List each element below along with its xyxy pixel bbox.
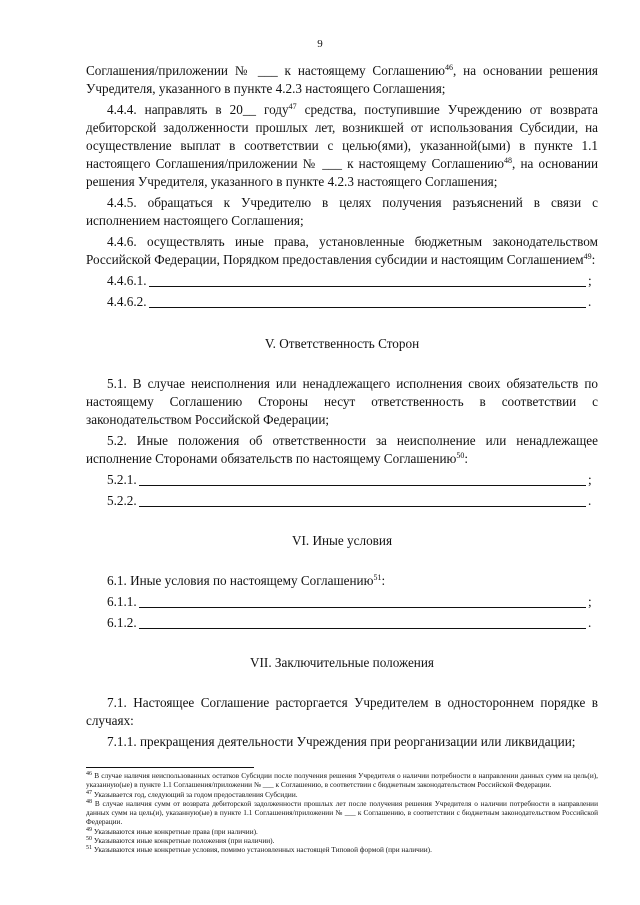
footnote: $^{50}$ Указываются иные конкретные положения (при наличии). <box>86 836 275 846</box>
footnote: $^{51}$ Указываются иные конкретные условия, помимо установленных настоящей Типовой формой (при наличии). <box>86 845 432 855</box>
paragraph-agreement-tail: Соглашения/приложении № ___ к настоящему Соглашению$^{46}$, на основании решения Учредителя, указанного в пункте 4.2.3 настоящего Соглашения; <box>86 63 598 96</box>
fill-line-4-4-6-2: 4.4.6.2. . <box>107 294 592 309</box>
page-number: 9 <box>317 38 323 50</box>
footnote: $^{47}$ Указывается год, следующий за годом предоставления Субсидии. <box>86 789 298 799</box>
paragraph-7-1: 7.1. Настоящее Соглашение расторгается Учредителем в одностороннем порядке в случаях: <box>86 695 598 728</box>
footnote: $^{49}$ Указываются иные конкретные права (при наличии). <box>86 826 258 836</box>
footnote-separator <box>86 767 254 768</box>
section-heading-v: V. Ответственность Сторон <box>264 336 420 351</box>
paragraph-7-1-1: 7.1.1. прекращения деятельности Учреждения при реорганизации или ликвидации; <box>107 734 576 749</box>
fill-line-5-2-1: 5.2.1. ; <box>107 472 592 487</box>
section-heading-vii: VII. Заключительные положения <box>250 655 434 670</box>
fill-line-6-1-2: 6.1.2. . <box>107 615 592 630</box>
footnote: $^{46}$ В случае наличия неиспользованных остатков Субсидии после получения решения Учредителя о наличии потребности в направлении данных сумм на цель(и), указанную(ые) в пункте 1.1 Соглашения/приложении № ___ к Соглашению, в соответствии с бюджетным законодательством Российской Федерации. <box>86 771 599 790</box>
fill-line-5-2-2: 5.2.2. . <box>107 493 592 508</box>
paragraph-4-4-5: 4.4.5. обращаться к Учредителю в целях получения разъяснений в связи с исполнением настоящего Соглашения; <box>86 195 598 228</box>
document-body <box>86 62 598 754</box>
footnotes <box>86 771 598 855</box>
paragraph-5-1: 5.1. В случае неисполнения или ненадлежащего исполнения своих обязательств по настоящему Соглашению Стороны несут ответственность в соответствии с законодательством Российской Федерации; <box>86 376 598 427</box>
fill-line-6-1-1: 6.1.1. ; <box>107 594 592 609</box>
footnote: $^{48}$ В случае наличия сумм от возврата дебиторской задолженности прошлых лет после получения решения Учредителя о наличии потребности в направлении данных сумм на цель(и), указанную(ые) в пункте 1.1 Соглашения/приложении № ___ к Соглашению, в соответствии с бюджетным законодательством Российской Федерации. <box>86 798 598 827</box>
section-heading-vi: VI. Иные условия <box>291 533 393 548</box>
fill-line-4-4-6-1: 4.4.6.1. ; <box>107 273 592 288</box>
paragraph-6-1: 6.1. Иные условия по настоящему Соглашению$^{51}$: <box>107 573 386 588</box>
paragraph-5-2: 5.2. Иные положения об ответственности за неисполнение или ненадлежащее исполнение Сторонами обязательств по настоящему Соглашению$^{50}$: <box>86 433 598 466</box>
paragraph-4-4-6: 4.4.6. осуществлять иные права, установленные бюджетным законодательством Российской Федерации, Порядком предоставления субсидии и настоящим Соглашением$^{49}$: <box>86 234 598 267</box>
paragraph-4-4-4: 4.4.4. направлять в 20__ году$^{47}$ средства, поступившие Учреждению от возврата дебиторской задолженности прошлых лет, возникшей от использования Субсидии, на осуществление выплат в соответствии с целью(ями), указанной(ыми) в пункте 1.1 настоящего Соглашения/приложении № ___ к настоящему Соглашению$^{48}$, на основании решения Учредителя, указанного в пункте 4.2.3 настоящего Соглашения; <box>86 102 599 189</box>
